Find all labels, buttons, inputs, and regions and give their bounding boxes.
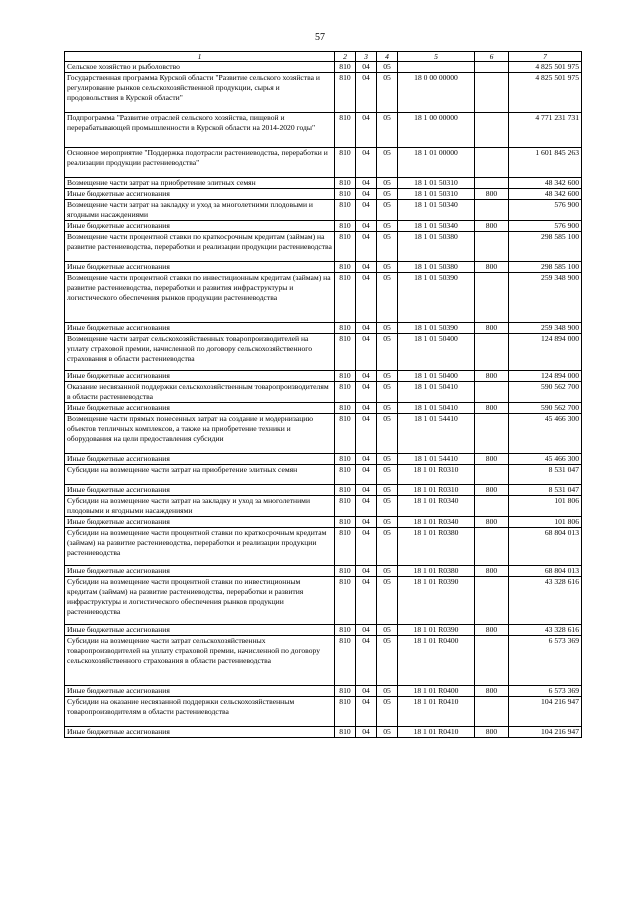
- table-row: [65, 686, 582, 697]
- header-row: [65, 52, 582, 62]
- row-name: Государственная программа Курской области "Развитие сельского хозяйства и регулирование рынков сельскохозяйственной продукции, сырья и продовольствия в Курской области": [65, 73, 335, 113]
- cell-amount: 48 342 600: [509, 189, 582, 200]
- cell-section: 04: [356, 113, 377, 148]
- row-name: Иные бюджетные ассигнования: [65, 403, 335, 414]
- cell-ministry: 810: [335, 403, 356, 414]
- cell-amount: 1 601 845 263: [509, 148, 582, 178]
- cell-amount: 45 466 300: [509, 414, 582, 454]
- cell-amount: 6 573 369: [509, 686, 582, 697]
- cell-subsection: 05: [377, 73, 398, 113]
- cell-subsection: 05: [377, 189, 398, 200]
- cell-ministry: 810: [335, 485, 356, 496]
- cell-subsection: 05: [377, 566, 398, 577]
- row-name: Иные бюджетные ассигнования: [65, 625, 335, 636]
- cell-ministry: 810: [335, 496, 356, 517]
- cell-target: 18 1 01 50410: [398, 403, 475, 414]
- cell-target: 18 1 01 50310: [398, 178, 475, 189]
- cell-target: 18 1 01 R0310: [398, 485, 475, 496]
- cell-ministry: 810: [335, 517, 356, 528]
- cell-subsection: 05: [377, 625, 398, 636]
- cell-target: 18 1 01 R0410: [398, 697, 475, 727]
- cell-amount: 576 900: [509, 200, 582, 221]
- cell-expense-type: 800: [475, 454, 509, 465]
- table-row: [65, 625, 582, 636]
- cell-expense-type: 800: [475, 625, 509, 636]
- table-row: [65, 323, 582, 334]
- cell-subsection: 05: [377, 113, 398, 148]
- row-name: Возмещение части затрат на закладку и уход за многолетними плодовыми и ягодными насаждениями: [65, 200, 335, 221]
- cell-ministry: 810: [335, 625, 356, 636]
- cell-expense-type: [475, 334, 509, 371]
- header-cell: 7: [509, 52, 582, 62]
- cell-expense-type: [475, 62, 509, 73]
- cell-target: 18 1 01 R0400: [398, 686, 475, 697]
- row-name: Возмещение части процентной ставки по краткосрочным кредитам (займам) на развитие растениеводства, переработки и реализации продукции растениеводства: [65, 232, 335, 262]
- table-row: [65, 200, 582, 221]
- cell-target: 18 1 01 R0340: [398, 496, 475, 517]
- cell-section: 04: [356, 528, 377, 566]
- cell-subsection: 05: [377, 262, 398, 273]
- row-name: Субсидии на возмещение части процентной ставки по краткосрочным кредитам (займам) на развитие растениеводства, переработки и реализации продукции растениеводства: [65, 528, 335, 566]
- cell-expense-type: [475, 200, 509, 221]
- cell-expense-type: 800: [475, 727, 509, 738]
- cell-amount: 4 825 501 975: [509, 73, 582, 113]
- cell-ministry: 810: [335, 414, 356, 454]
- cell-amount: 68 804 013: [509, 566, 582, 577]
- cell-subsection: 05: [377, 334, 398, 371]
- cell-subsection: 05: [377, 577, 398, 625]
- cell-target: 18 1 01 50410: [398, 382, 475, 403]
- cell-amount: 4 771 231 731: [509, 113, 582, 148]
- cell-target: 18 1 01 R0380: [398, 528, 475, 566]
- row-name: Оказание несвязанной поддержки сельскохозяйственным товаропроизводителям в области растениеводства: [65, 382, 335, 403]
- cell-amount: 124 894 000: [509, 371, 582, 382]
- table-row: [65, 382, 582, 403]
- cell-section: 04: [356, 334, 377, 371]
- cell-section: 04: [356, 62, 377, 73]
- cell-target: 18 1 01 50340: [398, 221, 475, 232]
- cell-target: 18 1 01 50390: [398, 323, 475, 334]
- cell-amount: 101 806: [509, 517, 582, 528]
- cell-amount: 576 900: [509, 221, 582, 232]
- cell-section: 04: [356, 148, 377, 178]
- cell-section: 04: [356, 517, 377, 528]
- row-name: Возмещение части прямых понесенных затрат на создание и модернизацию объектов тепличных комплексов, а также на приобретение техники и оборудования на цели предоставления субсидии: [65, 414, 335, 454]
- cell-expense-type: 800: [475, 517, 509, 528]
- cell-expense-type: [475, 528, 509, 566]
- cell-section: 04: [356, 625, 377, 636]
- cell-ministry: 810: [335, 262, 356, 273]
- header-cell: 1: [65, 52, 335, 62]
- cell-ministry: 810: [335, 62, 356, 73]
- cell-amount: 4 825 501 975: [509, 62, 582, 73]
- cell-ministry: 810: [335, 382, 356, 403]
- row-name: Иные бюджетные ассигнования: [65, 221, 335, 232]
- cell-section: 04: [356, 636, 377, 686]
- cell-target: 18 1 01 50340: [398, 200, 475, 221]
- table-row: [65, 113, 582, 148]
- cell-section: 04: [356, 577, 377, 625]
- cell-target: 18 1 01 R0410: [398, 727, 475, 738]
- cell-amount: 101 806: [509, 496, 582, 517]
- cell-ministry: 810: [335, 566, 356, 577]
- row-name: Субсидии на возмещение части затрат на закладку и уход за многолетними плодовыми и ягодными насаждениями: [65, 496, 335, 517]
- cell-subsection: 05: [377, 62, 398, 73]
- cell-section: 04: [356, 496, 377, 517]
- cell-expense-type: 800: [475, 485, 509, 496]
- cell-amount: 43 328 616: [509, 625, 582, 636]
- cell-target: 18 1 01 R0310: [398, 465, 475, 485]
- cell-amount: 590 562 700: [509, 403, 582, 414]
- cell-expense-type: 800: [475, 371, 509, 382]
- cell-expense-type: [475, 113, 509, 148]
- table-row: [65, 414, 582, 454]
- cell-target: 18 1 01 50380: [398, 232, 475, 262]
- cell-ministry: 810: [335, 189, 356, 200]
- cell-subsection: 05: [377, 178, 398, 189]
- cell-expense-type: 800: [475, 189, 509, 200]
- cell-amount: 298 585 100: [509, 232, 582, 262]
- cell-expense-type: [475, 148, 509, 178]
- cell-amount: 590 562 700: [509, 382, 582, 403]
- header-cell: 2: [335, 52, 356, 62]
- cell-subsection: 05: [377, 517, 398, 528]
- cell-ministry: 810: [335, 334, 356, 371]
- row-name: Подпрограмма "Развитие отраслей сельского хозяйства, пищевой и перерабатывающей промышленности в Курской области на 2014-2020 годы": [65, 113, 335, 148]
- row-name: Иные бюджетные ассигнования: [65, 517, 335, 528]
- cell-ministry: 810: [335, 273, 356, 323]
- cell-ministry: 810: [335, 323, 356, 334]
- row-name: Основное мероприятие "Поддержка подотрасли растениеводства, переработки и реализации продукции растениеводства": [65, 148, 335, 178]
- row-name: Сельское хозяйство и рыболовство: [65, 62, 335, 73]
- cell-section: 04: [356, 465, 377, 485]
- cell-target: 18 1 01 54410: [398, 414, 475, 454]
- table-row: [65, 221, 582, 232]
- table-row: [65, 697, 582, 727]
- row-name: Возмещение части затрат сельскохозяйственных товаропроизводителей на уплату страховой премии, начисленной по договору сельскохозяйственного страхования в области растениеводства: [65, 334, 335, 371]
- cell-subsection: 05: [377, 382, 398, 403]
- row-name: Иные бюджетные ассигнования: [65, 189, 335, 200]
- cell-section: 04: [356, 189, 377, 200]
- cell-subsection: 05: [377, 221, 398, 232]
- row-name: Иные бюджетные ассигнования: [65, 566, 335, 577]
- table-row: [65, 465, 582, 485]
- cell-expense-type: [475, 577, 509, 625]
- cell-amount: 259 348 900: [509, 323, 582, 334]
- row-name: Иные бюджетные ассигнования: [65, 371, 335, 382]
- table-row: [65, 517, 582, 528]
- cell-ministry: 810: [335, 454, 356, 465]
- cell-section: 04: [356, 485, 377, 496]
- cell-section: 04: [356, 414, 377, 454]
- table-row: [65, 334, 582, 371]
- cell-section: 04: [356, 454, 377, 465]
- cell-amount: 6 573 369: [509, 636, 582, 686]
- cell-ministry: 810: [335, 200, 356, 221]
- cell-ministry: 810: [335, 113, 356, 148]
- row-name: Иные бюджетные ассигнования: [65, 485, 335, 496]
- row-name: Субсидии на возмещение части затрат сельскохозяйственных товаропроизводителей на уплату страховой премии, начисленной по договору сельскохозяйственного страхования в области растениеводства: [65, 636, 335, 686]
- cell-target: 18 1 01 50310: [398, 189, 475, 200]
- cell-subsection: 05: [377, 148, 398, 178]
- cell-section: 04: [356, 727, 377, 738]
- cell-target: 18 0 00 00000: [398, 73, 475, 113]
- cell-ministry: 810: [335, 232, 356, 262]
- row-name: Возмещение части процентной ставки по инвестиционным кредитам (займам) на развитие растениеводства, переработки и развития инфраструктуры и логистического обеспечения рынков продукции растениеводства: [65, 273, 335, 323]
- table-row: [65, 371, 582, 382]
- cell-amount: 124 894 000: [509, 334, 582, 371]
- cell-amount: 104 216 947: [509, 697, 582, 727]
- cell-section: 04: [356, 323, 377, 334]
- cell-section: 04: [356, 697, 377, 727]
- cell-ministry: 810: [335, 73, 356, 113]
- cell-expense-type: [475, 465, 509, 485]
- cell-target: 18 1 01 50380: [398, 262, 475, 273]
- cell-ministry: 810: [335, 178, 356, 189]
- table-row: [65, 485, 582, 496]
- header-cell: 3: [356, 52, 377, 62]
- cell-ministry: 810: [335, 148, 356, 178]
- cell-subsection: 05: [377, 371, 398, 382]
- cell-target: 18 1 01 R0380: [398, 566, 475, 577]
- cell-ministry: 810: [335, 727, 356, 738]
- cell-ministry: 810: [335, 577, 356, 625]
- cell-target: 18 1 01 50390: [398, 273, 475, 323]
- table-row: [65, 636, 582, 686]
- cell-target: 18 1 01 00000: [398, 148, 475, 178]
- row-name: Субсидии на возмещение части процентной ставки по инвестиционным кредитам (займам) на развитие растениеводства, переработки и развития инфраструктуры и логистического обеспечения рынков продукции растениеводства: [65, 577, 335, 625]
- cell-section: 04: [356, 566, 377, 577]
- cell-target: 18 1 00 00000: [398, 113, 475, 148]
- row-name: Иные бюджетные ассигнования: [65, 323, 335, 334]
- cell-section: 04: [356, 178, 377, 189]
- cell-section: 04: [356, 232, 377, 262]
- header-cell: 6: [475, 52, 509, 62]
- cell-expense-type: 800: [475, 221, 509, 232]
- cell-subsection: 05: [377, 636, 398, 686]
- cell-target: 18 1 01 50400: [398, 371, 475, 382]
- cell-subsection: 05: [377, 686, 398, 697]
- cell-subsection: 05: [377, 697, 398, 727]
- cell-expense-type: 800: [475, 262, 509, 273]
- cell-section: 04: [356, 371, 377, 382]
- cell-subsection: 05: [377, 323, 398, 334]
- cell-target: 18 1 01 50400: [398, 334, 475, 371]
- cell-expense-type: [475, 636, 509, 686]
- cell-expense-type: 800: [475, 566, 509, 577]
- cell-amount: 259 348 900: [509, 273, 582, 323]
- cell-section: 04: [356, 221, 377, 232]
- cell-amount: 298 585 100: [509, 262, 582, 273]
- row-name: Иные бюджетные ассигнования: [65, 454, 335, 465]
- cell-ministry: 810: [335, 528, 356, 566]
- cell-expense-type: [475, 178, 509, 189]
- row-name: Субсидии на оказание несвязанной поддержки сельскохозяйственным товаропроизводителям в области растениеводства: [65, 697, 335, 727]
- cell-expense-type: [475, 414, 509, 454]
- cell-ministry: 810: [335, 686, 356, 697]
- budget-table: [64, 51, 582, 738]
- cell-section: 04: [356, 273, 377, 323]
- table-row: [65, 262, 582, 273]
- cell-ministry: 810: [335, 465, 356, 485]
- cell-expense-type: [475, 496, 509, 517]
- cell-section: 04: [356, 686, 377, 697]
- cell-section: 04: [356, 200, 377, 221]
- cell-expense-type: [475, 697, 509, 727]
- table-row: [65, 62, 582, 73]
- header-cell: 5: [398, 52, 475, 62]
- cell-target: 18 1 01 54410: [398, 454, 475, 465]
- cell-ministry: 810: [335, 697, 356, 727]
- cell-subsection: 05: [377, 485, 398, 496]
- cell-amount: 48 342 600: [509, 178, 582, 189]
- cell-amount: 68 804 013: [509, 528, 582, 566]
- row-name: Иные бюджетные ассигнования: [65, 262, 335, 273]
- table-row: [65, 403, 582, 414]
- cell-expense-type: [475, 382, 509, 403]
- table-row: [65, 727, 582, 738]
- table-row: [65, 232, 582, 262]
- cell-target: 18 1 01 R0390: [398, 625, 475, 636]
- table-row: [65, 454, 582, 465]
- row-name: Возмещение части затрат на приобретение элитных семян: [65, 178, 335, 189]
- cell-amount: 104 216 947: [509, 727, 582, 738]
- cell-expense-type: 800: [475, 323, 509, 334]
- page-number: 57: [315, 32, 325, 43]
- cell-expense-type: [475, 232, 509, 262]
- cell-subsection: 05: [377, 232, 398, 262]
- table-row: [65, 148, 582, 178]
- cell-subsection: 05: [377, 727, 398, 738]
- cell-subsection: 05: [377, 403, 398, 414]
- cell-ministry: 810: [335, 636, 356, 686]
- cell-subsection: 05: [377, 273, 398, 323]
- cell-expense-type: [475, 73, 509, 113]
- cell-section: 04: [356, 262, 377, 273]
- cell-amount: 43 328 616: [509, 577, 582, 625]
- table-row: [65, 189, 582, 200]
- cell-expense-type: 800: [475, 686, 509, 697]
- header-cell: 4: [377, 52, 398, 62]
- cell-subsection: 05: [377, 414, 398, 454]
- row-name: Субсидии на возмещение части затрат на приобретение элитных семян: [65, 465, 335, 485]
- cell-ministry: 810: [335, 371, 356, 382]
- cell-subsection: 05: [377, 200, 398, 221]
- table-row: [65, 178, 582, 189]
- table-row: [65, 73, 582, 113]
- cell-target: 18 1 01 R0400: [398, 636, 475, 686]
- cell-subsection: 05: [377, 528, 398, 566]
- cell-target: [398, 62, 475, 73]
- table-row: [65, 566, 582, 577]
- cell-subsection: 05: [377, 454, 398, 465]
- cell-target: 18 1 01 R0390: [398, 577, 475, 625]
- cell-amount: 8 531 047: [509, 485, 582, 496]
- row-name: Иные бюджетные ассигнования: [65, 686, 335, 697]
- cell-expense-type: [475, 273, 509, 323]
- cell-section: 04: [356, 73, 377, 113]
- table-row: [65, 496, 582, 517]
- cell-amount: 45 466 300: [509, 454, 582, 465]
- table-row: [65, 273, 582, 323]
- cell-amount: 8 531 047: [509, 465, 582, 485]
- cell-expense-type: 800: [475, 403, 509, 414]
- cell-subsection: 05: [377, 465, 398, 485]
- cell-ministry: 810: [335, 221, 356, 232]
- table-row: [65, 577, 582, 625]
- cell-section: 04: [356, 382, 377, 403]
- table-row: [65, 528, 582, 566]
- row-name: Иные бюджетные ассигнования: [65, 727, 335, 738]
- cell-subsection: 05: [377, 496, 398, 517]
- cell-target: 18 1 01 R0340: [398, 517, 475, 528]
- cell-section: 04: [356, 403, 377, 414]
